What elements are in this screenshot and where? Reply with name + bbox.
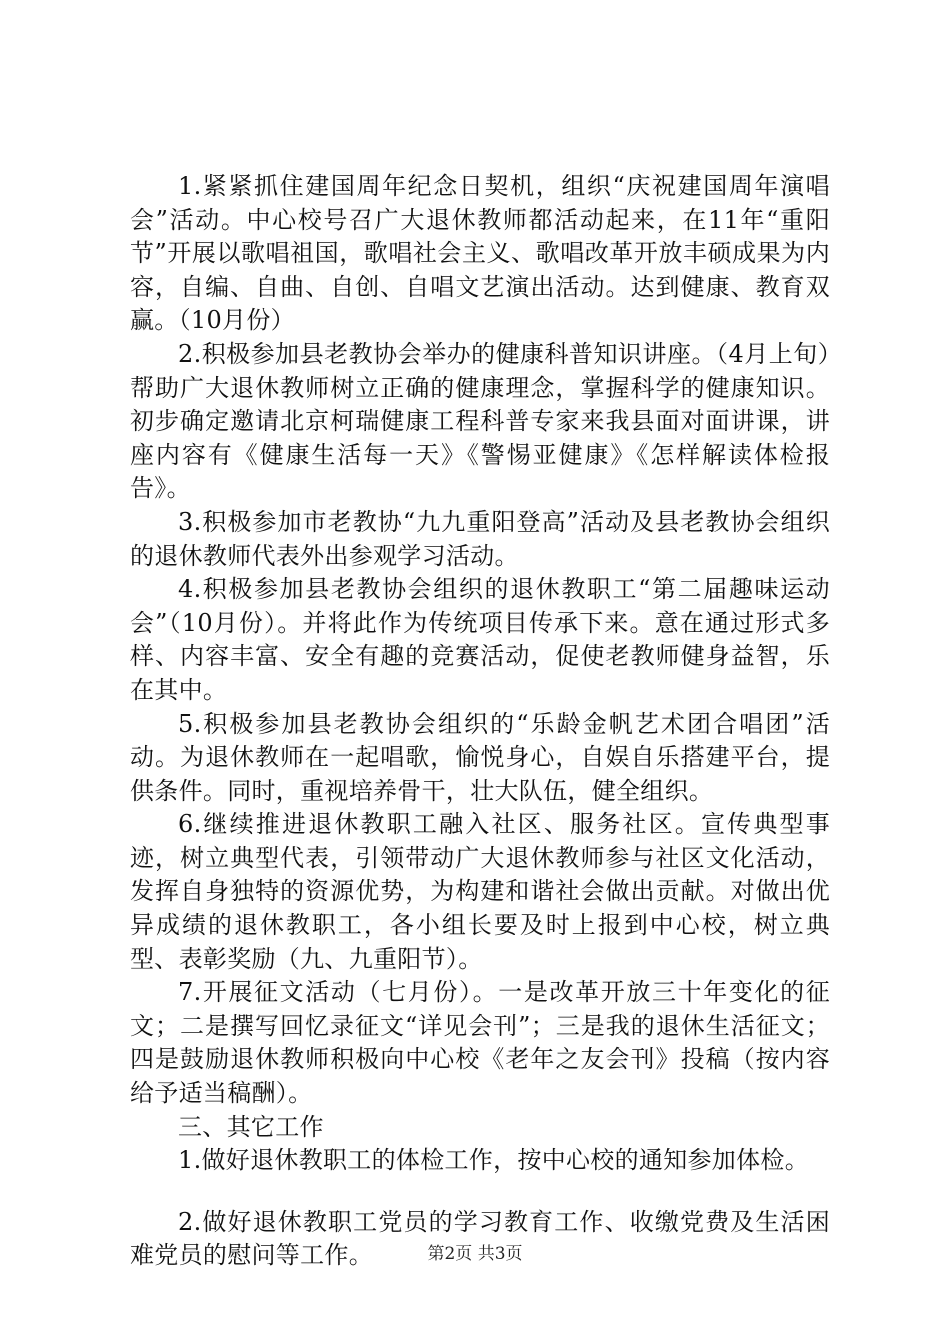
section-heading-other-work: 三、其它工作 xyxy=(178,1112,324,1141)
paragraph-other-2: 2.做好退休教职工党员的学习教育工作、收缴党费及生活困难党员的慰问等工作。 xyxy=(130,1207,830,1270)
paragraph-item-2: 2.积极参加县老教协会举办的健康科普知识讲座。（4月上旬）帮助广大退休教师树立正确的健康理念，掌握科学的健康知识。初步确定邀请北京柯瑞健康工程科普专家来我县面对面讲课，讲座内容有《健康生活每一天》《警惕亚健康》《怎样解读体检报告》。 xyxy=(130,339,830,503)
paragraph-item-3: 3.积极参加市老教协“九九重阳登高”活动及县老教协会组织的退休教师代表外出参观学习活动。 xyxy=(130,507,830,570)
paragraph-item-1: 1.紧紧抓住建国周年纪念日契机，组织“庆祝建国周年演唱会”活动。中心校号召广大退休教师都活动起来，在11年“重阳节”开展以歌唱祖国，歌唱社会主义、歌唱改革开放丰硕成果为内容，自编、自曲、自创、自唱文艺演出活动。达到健康、教育双赢。（10月份） xyxy=(130,172,830,335)
document-body xyxy=(130,170,830,1273)
paragraph-other-1: 1.做好退休教职工的体检工作，按中心校的通知参加体检。 xyxy=(178,1146,809,1175)
paragraph-item-4: 4.积极参加县老教协会组织的退休教职工“第二届趣味运动会”（10月份）。并将此作为传统项目传承下来。意在通过形式多样、内容丰富、安全有趣的竞赛活动，促使老教师健身益智，乐在其中。 xyxy=(130,575,830,704)
paragraph-item-6: 6.继续推进退休教职工融入社区、服务社区。宣传典型事迹，树立典型代表，引领带动广大退休教师参与社区文化活动，发挥自身独特的资源优势，为构建和谐社会做出贡献。对做出优异成绩的退休教职工，各小组长要及时上报到中心校，树立典型、表彰奖励（九、九重阳节）。 xyxy=(130,810,830,973)
paragraph-item-7: 7.开展征文活动（七月份）。一是改革开放三十年变化的征文；二是撰写回忆录征文“详见会刊”；三是我的退休生活征文；四是鼓励退休教师积极向中心校《老年之友会刊》投稿（按内容给予适当稿酬）。 xyxy=(130,978,830,1108)
page-number-footer: 第2页 共3页 xyxy=(427,1244,523,1264)
paragraph-item-5: 5.积极参加县老教协会组织的“乐龄金帆艺术团合唱团”活动。为退休教师在一起唱歌，愉悦身心，自娱自乐搭建平台，提供条件。同时，重视培养骨干，壮大队伍，健全组织。 xyxy=(130,709,830,805)
